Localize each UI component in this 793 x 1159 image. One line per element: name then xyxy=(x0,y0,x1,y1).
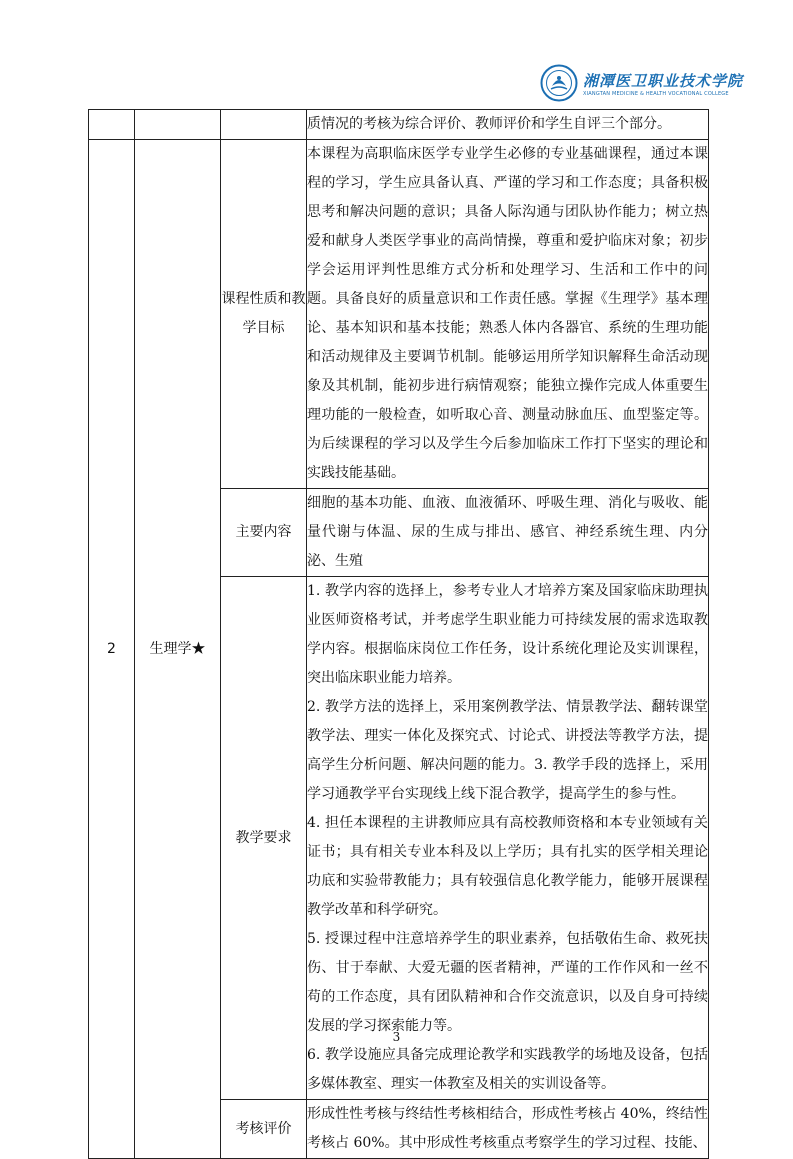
cell-label-empty xyxy=(221,110,307,140)
paragraph: 4. 担任本课程的主讲教师应具有高校教师资格和本专业领域有关证书；具有相关专业本科及以上学历；具有扎实的医学相关理论功底和实验带教能力；具有较强信息化教学能力，能够开展课程教学改革和科学研究。 xyxy=(307,815,708,918)
table-row-continued xyxy=(89,110,709,140)
paragraph: 本课程为高职临床医学专业学生必修的专业基础课程，通过本课程的学习，学生应具备认真、严谨的学习和工作态度；具备积极思考和解决问题的意识；具备人际沟通与团队协作能力；树立热爱和献身人类医学事业的高尚情操，尊重和爱护临床对象；初步学会运用评判性思维方式分析和处理学习、生活和工作中的问题。具备良好的质量意识和工作责任感。掌握《生理学》基本理论、基本知识和基本技能；熟悉人体内各器官、系统的生理功能和活动规律及主要调节机制。能够运用所学知识解释生命活动现象及其机制，能初步进行病情观察；能独立操作完成人体重要生理功能的一般检查，如听取心音、测量动脉血压、血型鉴定等。为后续课程的学习以及学生今后参加临床工作打下坚实的理论和实践技能基础。 xyxy=(307,146,708,481)
course-table xyxy=(88,109,709,1159)
section-label-objectives: 课程性质和教学目标 xyxy=(221,140,307,489)
course-number: 2 xyxy=(89,140,135,1159)
paragraph: 形成性性考核与终结性考核相结合，形成性考核占 40%，终结性考核占 60%。其中形成性考核重点考察学生的学习过程、技能、 xyxy=(307,1106,708,1151)
section-content-objectives xyxy=(307,140,709,489)
college-name-en: XIANGTAN MEDICINE & HEALTH VOCATIONAL COLLEGE xyxy=(583,91,729,97)
section-label-main-content: 主要内容 xyxy=(221,489,307,577)
table-row-course-objectives xyxy=(89,140,709,489)
paragraph: 6. 教学设施应具备完成理论教学和实践教学的场地及设备，包括多媒体教室、理实一体教室及相关的实训设备等。 xyxy=(307,1047,708,1092)
cell-num-empty xyxy=(89,110,135,140)
college-logo xyxy=(540,64,744,104)
course-name: 生理学★ xyxy=(135,140,221,1159)
section-content-teaching-requirements xyxy=(307,577,709,1100)
paragraph: 细胞的基本功能、血液、血液循环、呼吸生理、消化与吸收、能量代谢与体温、尿的生成与排出、感官、神经系统生理、内分泌、生殖 xyxy=(307,495,708,569)
section-label-teaching-requirements: 教学要求 xyxy=(221,577,307,1100)
cell-course-empty xyxy=(135,110,221,140)
paragraph: 1. 教学内容的选择上，参考专业人才培养方案及国家临床助理执业医师资格考试，并考虑学生职业能力可持续发展的需求选取教学内容。根据临床岗位工作任务，设计系统化理论及实训课程，突出临床职业能力培养。 xyxy=(307,583,708,686)
section-content-assessment xyxy=(307,1100,709,1159)
section-label-assessment: 考核评价 xyxy=(221,1100,307,1159)
page-number: 3 xyxy=(392,1030,401,1044)
paragraph: 2. 教学方法的选择上，采用案例教学法、情景教学法、翻转课堂教学法、理实一体化及探究式、讨论式、讲授法等教学方法，提高学生分析问题、解决问题的能力。3. 教学手段的选择上，采用学习通教学平台实现线上线下混合教学，提高学生的参与性。 xyxy=(307,699,708,802)
continued-text: 质情况的考核为综合评价、教师评价和学生自评三个部分。 xyxy=(307,116,671,132)
paragraph: 5. 授课过程中注意培养学生的职业素养，包括敬佑生命、救死扶伤、甘于奉献、大爱无疆的医者精神，严谨的工作作风和一丝不苟的工作态度，具有团队精神和合作交流意识，以及自身可持续发展的学习探索能力等。 xyxy=(307,931,708,1034)
college-name-cn: 湘潭医卫职业技术学院 xyxy=(583,72,744,90)
section-content-main-content xyxy=(307,489,709,577)
cell-continued-content xyxy=(307,110,709,140)
college-emblem-icon xyxy=(540,64,578,102)
